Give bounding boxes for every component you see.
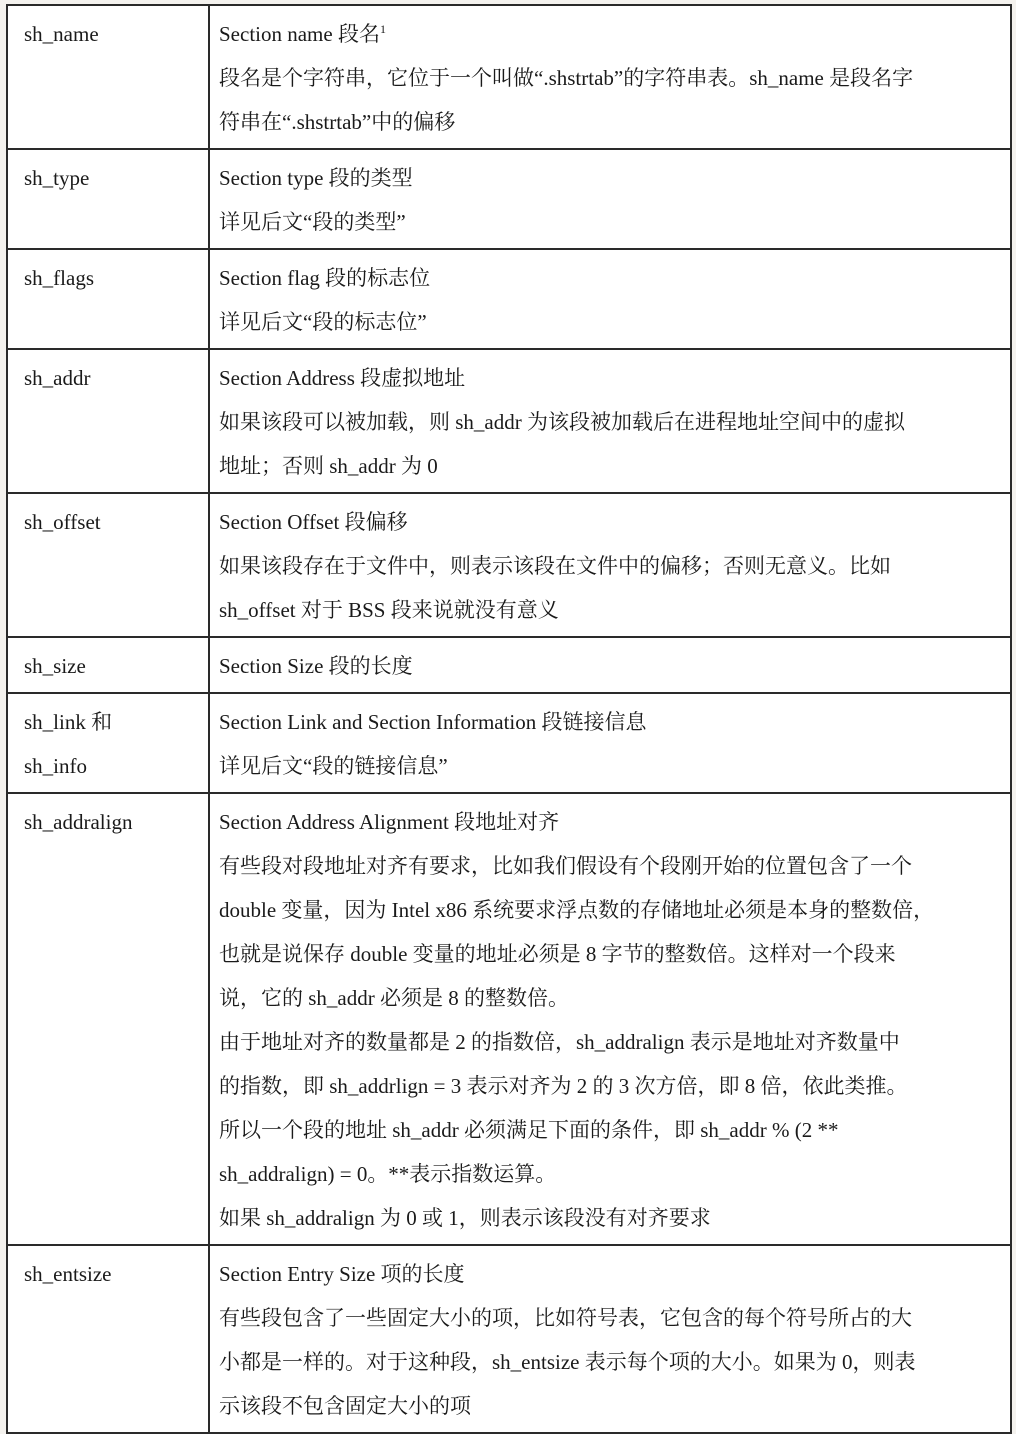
field-heading-line (219, 500, 1002, 544)
field-heading: Section Entry Size 项的长度 (219, 1262, 465, 1286)
table-row (7, 5, 1011, 149)
field-description-cell (209, 349, 1011, 493)
field-heading: Section Size 段的长度 (219, 654, 413, 678)
field-heading: Section Offset 段偏移 (219, 510, 408, 534)
table-row (7, 1245, 1011, 1433)
field-name: sh_addralign (24, 810, 133, 834)
field-heading: Section Address 段虚拟地址 (219, 366, 466, 390)
field-heading: Section Address Alignment 段地址对齐 (219, 810, 560, 834)
description-line: 示该段不包含固定大小的项 (219, 1394, 471, 1418)
field-name-cell (7, 249, 209, 349)
description-line: sh_offset 对于 BSS 段来说就没有意义 (219, 598, 559, 622)
field-description-cell (209, 149, 1011, 249)
field-heading: Section type 段的类型 (219, 166, 413, 190)
field-name-cell (7, 5, 209, 149)
field-name-cell (7, 693, 209, 793)
description-line: 小都是一样的。对于这种段，sh_entsize 表示每个项的大小。如果为 0，则表 (219, 1350, 916, 1374)
field-name: sh_offset (24, 510, 101, 534)
field-description-cell (209, 493, 1011, 637)
section-header-fields-table (6, 4, 1012, 1434)
field-description-cell (209, 793, 1011, 1245)
table-row (7, 493, 1011, 637)
description-line: 如果 sh_addralign 为 0 或 1，则表示该段没有对齐要求 (219, 1206, 711, 1230)
field-heading-line (219, 644, 1002, 688)
field-name-cell (7, 793, 209, 1245)
table-row (7, 249, 1011, 349)
field-name: sh_size (24, 654, 86, 678)
table-row (7, 149, 1011, 249)
field-heading: Section Link and Section Information 段链接信息 (219, 710, 647, 734)
field-heading-line (219, 1252, 1002, 1296)
field-description-cell (209, 249, 1011, 349)
description-line: 段名是个字符串，它位于一个叫做“.shstrtab”的字符串表。sh_name 是段名字 (219, 66, 914, 90)
description-line: sh_addralign) = 0。**表示指数运算。 (219, 1162, 557, 1186)
description-line: 有些段对段地址对齐有要求，比如我们假设有个段刚开始的位置包含了一个 (219, 854, 912, 878)
field-heading: Section flag 段的标志位 (219, 266, 431, 290)
description-line: 所以一个段的地址 sh_addr 必须满足下面的条件，即 sh_addr % (2 ** (219, 1118, 839, 1142)
field-heading-line (219, 156, 1002, 200)
description-line: 详见后文“段的类型” (219, 210, 406, 234)
field-heading-line (219, 256, 1002, 300)
description-line: 详见后文“段的标志位” (219, 310, 427, 334)
field-name: sh_flags (24, 266, 94, 290)
field-name-cell (7, 1245, 209, 1433)
field-heading-line (219, 356, 1002, 400)
description-line: 的指数，即 sh_addrlign = 3 表示对齐为 2 的 3 次方倍，即 8 倍，依此类推。 (219, 1074, 908, 1098)
description-line: double 变量，因为 Intel x86 系统要求浮点数的存储地址必须是本身的整数倍， (219, 898, 935, 922)
description-line: 地址；否则 sh_addr 为 0 (219, 454, 438, 478)
table-row (7, 693, 1011, 793)
field-name: sh_type (24, 166, 90, 190)
table-row (7, 349, 1011, 493)
footnote-marker: 1 (379, 22, 386, 36)
table-row (7, 793, 1011, 1245)
description-line: 有些段包含了一些固定大小的项，比如符号表，它包含的每个符号所占的大 (219, 1306, 912, 1330)
field-name-cell (7, 149, 209, 249)
field-name-cell (7, 493, 209, 637)
field-description-cell (209, 1245, 1011, 1433)
field-heading: Section name 段名 (219, 22, 380, 46)
field-name: sh_link 和 (24, 710, 113, 734)
field-description-cell (209, 637, 1011, 693)
field-heading-line (219, 800, 1002, 844)
description-line: 如果该段存在于文件中，则表示该段在文件中的偏移；否则无意义。比如 (219, 554, 891, 578)
elf-section-header-table-page (6, 4, 1012, 1434)
field-name: sh_addr (24, 366, 91, 390)
description-line: 也就是说保存 double 变量的地址必须是 8 字节的整数倍。这样对一个段来 (219, 942, 896, 966)
description-line: 如果该段可以被加载，则 sh_addr 为该段被加载后在进程地址空间中的虚拟 (219, 410, 905, 434)
field-name: sh_name (24, 22, 99, 46)
field-description-cell (209, 693, 1011, 793)
description-line: 说，它的 sh_addr 必须是 8 的整数倍。 (219, 986, 569, 1010)
field-heading-line (219, 12, 1002, 56)
field-name: sh_info (24, 754, 87, 778)
field-heading-line (219, 700, 1002, 744)
description-line: 符串在“.shstrtab”中的偏移 (219, 110, 456, 134)
field-description-cell (209, 5, 1011, 149)
field-name: sh_entsize (24, 1262, 112, 1286)
description-line: 由于地址对齐的数量都是 2 的指数倍，sh_addralign 表示是地址对齐数量中 (219, 1030, 900, 1054)
table-row (7, 637, 1011, 693)
description-line: 详见后文“段的链接信息” (219, 754, 448, 778)
table-body (7, 5, 1011, 1433)
field-name-cell (7, 349, 209, 493)
field-name-cell (7, 637, 209, 693)
